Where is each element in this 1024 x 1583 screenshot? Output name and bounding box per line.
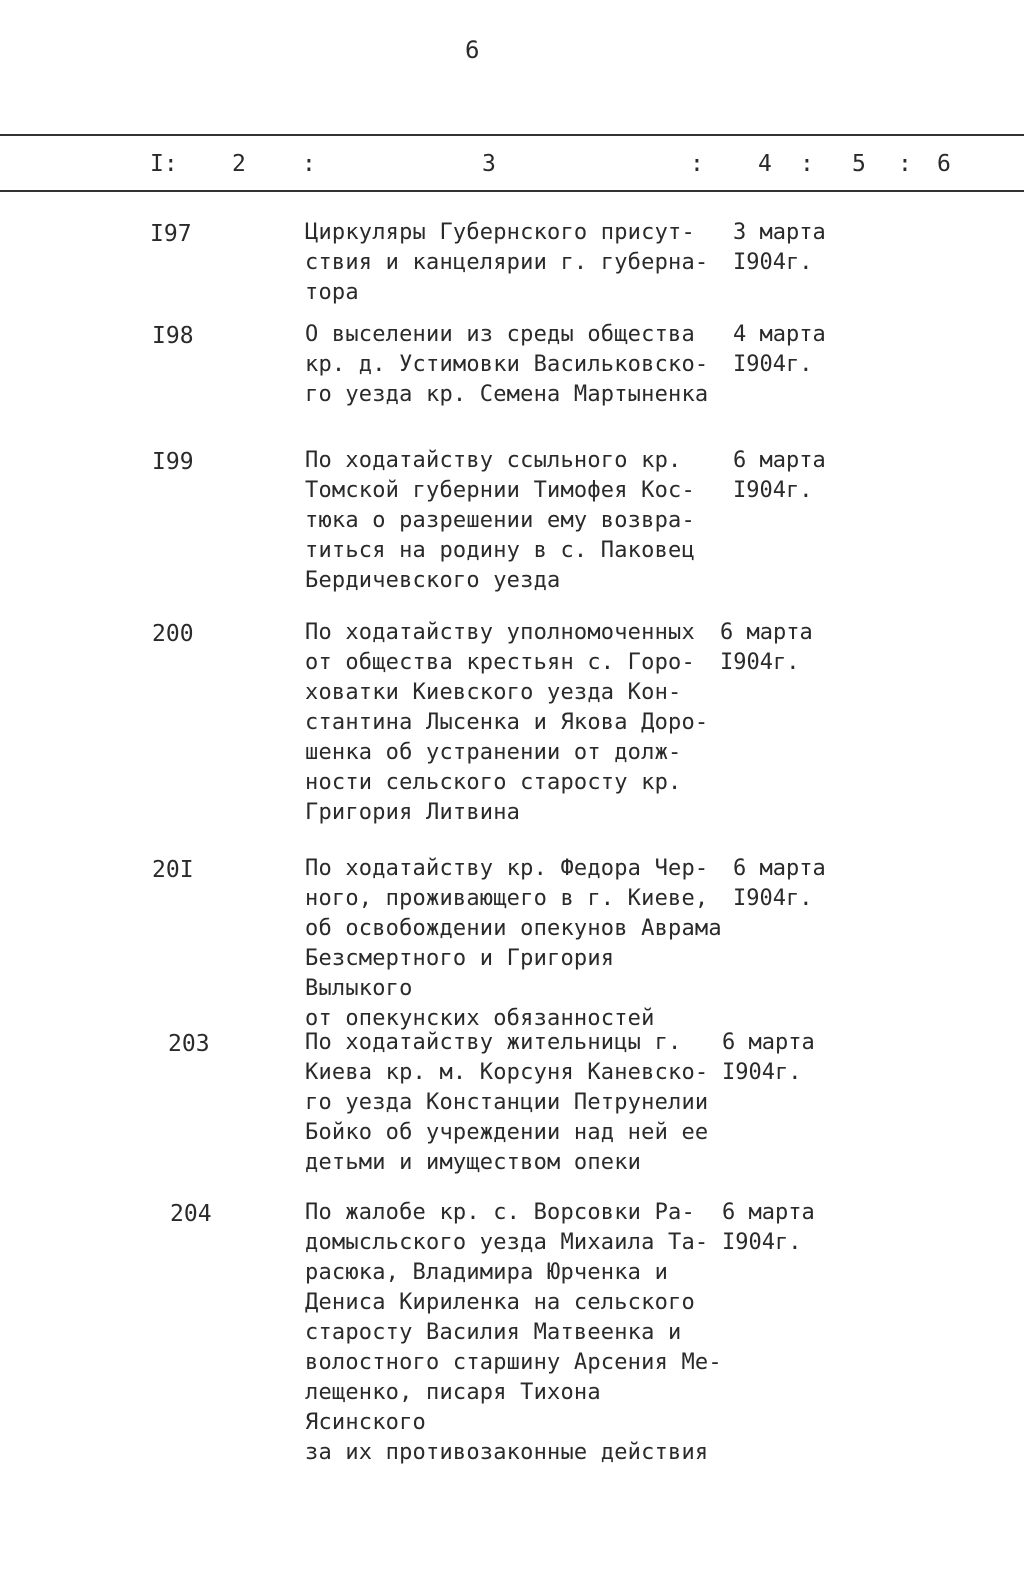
header-col-5: 5 bbox=[852, 151, 866, 177]
entry-date: 6 марта I904г. bbox=[720, 620, 813, 675]
header-separator: : bbox=[800, 151, 814, 177]
entry-description: По ходатайству кр. Федора Чер- ного, проживающего в г. Киеве, об освобождении опекунов Аврама Безсмертного и Григория Вылыкого от опекунских обязанностей bbox=[305, 856, 722, 1031]
entry-date: 6 марта I904г. bbox=[733, 448, 826, 503]
entry-description: О выселении из среды общества кр. д. Устимовки Васильковско- го уезда кр. Семена Мартыненка bbox=[305, 322, 709, 407]
entry-date: 6 марта I904г. bbox=[733, 856, 826, 911]
entry-number: I98 bbox=[152, 323, 194, 349]
entry-number: 203 bbox=[168, 1031, 210, 1057]
entry-date: 3 марта I904г. bbox=[733, 220, 826, 275]
header-col-1: I: bbox=[150, 151, 178, 177]
header-col-2: 2 bbox=[232, 151, 246, 177]
header-separator: : bbox=[898, 151, 912, 177]
header-separator: : bbox=[690, 151, 704, 177]
table-rule-top bbox=[0, 134, 1024, 136]
page-number: 6 bbox=[465, 36, 480, 64]
entry-description: По ходатайству жительницы г. Киева кр. м. Корсуня Каневско- го уезда Констанции Петрунелии Бойко об учреждении над ней ее детьми и имуществом опеки bbox=[305, 1030, 709, 1175]
entry-number: 200 bbox=[152, 621, 194, 647]
header-col-3: 3 bbox=[482, 151, 496, 177]
entry-number: I97 bbox=[150, 221, 192, 247]
entry-date: 4 марта I904г. bbox=[733, 322, 826, 377]
header-separator: : bbox=[302, 151, 316, 177]
entry-description: По ходатайству уполномоченных от общества крестьян с. Горо- ховатки Киевского уезда Кон- стантина Лысенка и Якова Доро- шенка об устранении от долж- ности сельского старосту кр. Григория Литвина bbox=[305, 620, 709, 825]
entry-description: Циркуляры Губернского присут- ствия и канцелярии г. губерна- тора bbox=[305, 220, 709, 305]
table-rule-bottom bbox=[0, 190, 1024, 192]
header-col-6: 6 bbox=[937, 151, 951, 177]
entry-number: 204 bbox=[170, 1201, 212, 1227]
entry-description: По жалобе кр. с. Ворсовки Ра- домысльского уезда Михаила Та- расюка, Владимира Юрченка и Дениса Кириленка на сельского старосту Василия Матвеенка и волостного старшину Арсения Ме- лещенко, писаря Тихона Ясинского за их противозаконные действия bbox=[305, 1200, 722, 1465]
entry-number: 20I bbox=[152, 857, 194, 883]
header-col-4: 4 bbox=[758, 151, 772, 177]
entry-date: 6 марта I904г. bbox=[722, 1200, 815, 1255]
entry-date: 6 марта I904г. bbox=[722, 1030, 815, 1085]
entry-number: I99 bbox=[152, 449, 194, 475]
entry-description: По ходатайству ссыльного кр. Томской губернии Тимофея Кос- тюка о разрешении ему возвра- титься на родину в с. Паковец Бердичевского уезда bbox=[305, 448, 695, 593]
